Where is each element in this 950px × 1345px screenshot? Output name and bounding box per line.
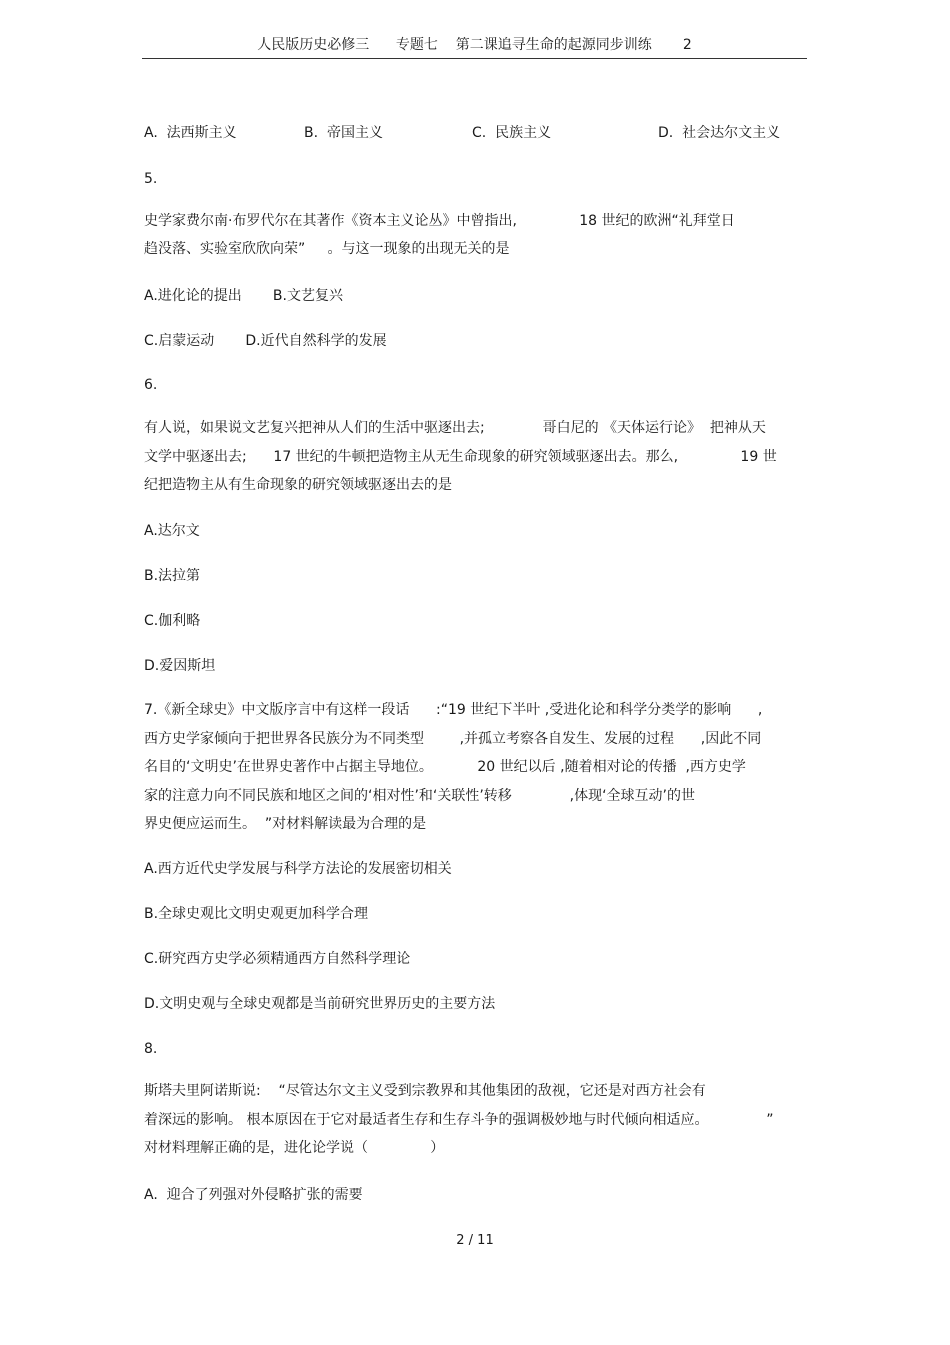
q7-stem-line-2: 西方史学家倾向于把世界各民族分为不同类型 ,并孤立考察各自发生、发展的过程 ,因此不同 bbox=[144, 731, 762, 747]
q6-stem-line-3: 纪把造物主从有生命现象的研究领域驱逐出去的是 bbox=[144, 477, 452, 493]
q6-stem-line-1: 有人说，如果说文艺复兴把神从人们的生活中驱逐出去; 哥白尼的 《天体运行论》 把神从天 bbox=[144, 420, 766, 436]
q6-option-c: C.伽利略 bbox=[144, 613, 201, 629]
q8-number: 8. bbox=[144, 1041, 158, 1057]
q6-stem-line-2: 文学中驱逐出去; 17 世纪的牛顿把造物主从无生命现象的研究领域驱逐出去。那么, 19 世 bbox=[144, 449, 777, 465]
header-divider bbox=[142, 58, 807, 59]
q7-stem-line-3: 名目的‘文明史’在世界史著作中占据主导地位。 20 世纪以后 ,随着相对论的传播 ,西方史学 bbox=[144, 759, 746, 775]
q8-stem-line-3: 对材料理解正确的是，进化论学说（ ） bbox=[144, 1140, 445, 1156]
page-header: 人民版历史必修三 专题七 第二课追寻生命的起源同步训练 2 bbox=[257, 37, 692, 53]
q8-option-a: A. 迎合了列强对外侵略扩张的需要 bbox=[144, 1187, 363, 1203]
q7-option-c: C.研究西方史学必须精通西方自然科学理论 bbox=[144, 951, 411, 967]
q7-option-a: A.西方近代史学发展与科学方法论的发展密切相关 bbox=[144, 861, 452, 877]
q7-option-b: B.全球史观比文明史观更加科学合理 bbox=[144, 906, 369, 922]
q4-option-d: D. 社会达尔文主义 bbox=[658, 125, 781, 141]
q4-option-c: C. 民族主义 bbox=[472, 125, 552, 141]
q7-option-d: D.文明史观与全球史观都是当前研究世界历史的主要方法 bbox=[144, 996, 496, 1012]
q5-number: 5. bbox=[144, 171, 158, 187]
q5-stem-line-2: 趋没落、实验室欣欣向荣” 。与这一现象的出现无关的是 bbox=[144, 241, 510, 257]
q8-stem-line-1: 斯塔夫里阿诺斯说: “尽管达尔文主义受到宗教界和其他集团的敌视，它还是对西方社会有 bbox=[144, 1083, 706, 1099]
q8-stem-line-2: 着深远的影响。 根本原因在于它对最适者生存和生存斗争的强调极妙地与时代倾向相适应。 ” bbox=[144, 1112, 774, 1128]
q7-stem-line-4: 家的注意力向不同民族和地区之间的‘相对性’和‘关联性’转移 ,体现‘全球互动’的世 bbox=[144, 788, 696, 804]
q4-option-b: B. 帝国主义 bbox=[304, 125, 383, 141]
q7-stem-line-5: 界史便应运而生。 ”对材料解读最为合理的是 bbox=[144, 816, 427, 832]
q6-option-b: B.法拉第 bbox=[144, 568, 201, 584]
q6-number: 6. bbox=[144, 377, 158, 393]
q5-options-line-2: C.启蒙运动 D.近代自然科学的发展 bbox=[144, 333, 387, 349]
q5-options-line-1: A.进化论的提出 B.文艺复兴 bbox=[144, 288, 343, 304]
q7-stem-line-1: 7.《新全球史》中文版序言中有这样一段话 :“19 世纪下半叶 ,受进化论和科学分类学的影响 , bbox=[144, 702, 763, 718]
page-number: 2 / 11 bbox=[456, 1233, 494, 1248]
q5-stem-line-1: 史学家费尔南·布罗代尔在其著作《资本主义论丛》中曾指出, 18 世纪的欧洲“礼拜堂日 bbox=[144, 213, 735, 229]
q4-option-a: A. 法西斯主义 bbox=[144, 125, 237, 141]
q6-option-a: A.达尔文 bbox=[144, 523, 200, 539]
q6-option-d: D.爱因斯坦 bbox=[144, 658, 216, 674]
